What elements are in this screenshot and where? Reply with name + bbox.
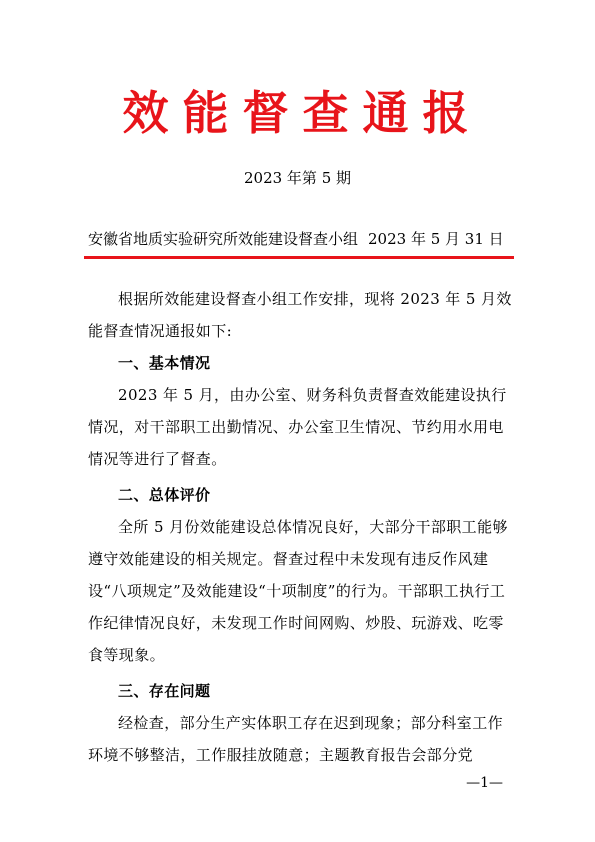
issuing-organization: 安徽省地质实验研究所效能建设督查小组 — [88, 230, 359, 248]
issuer-line — [88, 227, 518, 251]
page-number: —1— — [466, 775, 503, 791]
overall-evaluation-paragraph: 全所 5 月份效能建设总体情况良好，大部分干部职工能够遵守效能建设的相关规定。督查过程中未发现有违反作风建设“八项规定”及效能建设“十项制度”的行为。干部职工执行工作纪律情况良好，未发现工作时间网购、炒股、玩游戏、吃零食等现象。 — [88, 518, 508, 664]
existing-problems-paragraph: 经检查，部分生产实体职工存在迟到现象；部分科室工作环境不够整洁，工作服挂放随意；主题教育报告会部分党 — [88, 714, 504, 764]
issue-date: 2023 年 5 月 31 日 — [368, 230, 504, 248]
basic-situation-paragraph: 2023 年 5 月，由办公室、财务科负责督查效能建设执行情况，对干部职工出勤情况、办公室卫生情况、节约用水用电情况等进行了督查。 — [88, 386, 507, 468]
document-title: 效能督查通报 — [122, 86, 483, 140]
document-body — [88, 283, 514, 771]
intro-paragraph: 根据所效能建设督查小组工作安排，现将 2023 年 5 月效能督查情况通报如下: — [88, 290, 512, 340]
red-divider-rule — [84, 256, 514, 259]
section-heading-overall-evaluation: 二、总体评价 — [118, 486, 211, 504]
section-heading-basic-situation: 一、基本情况 — [118, 354, 211, 372]
issue-number: 2023 年第 5 期 — [243, 169, 352, 187]
section-heading-existing-problems: 三、存在问题 — [118, 682, 211, 700]
